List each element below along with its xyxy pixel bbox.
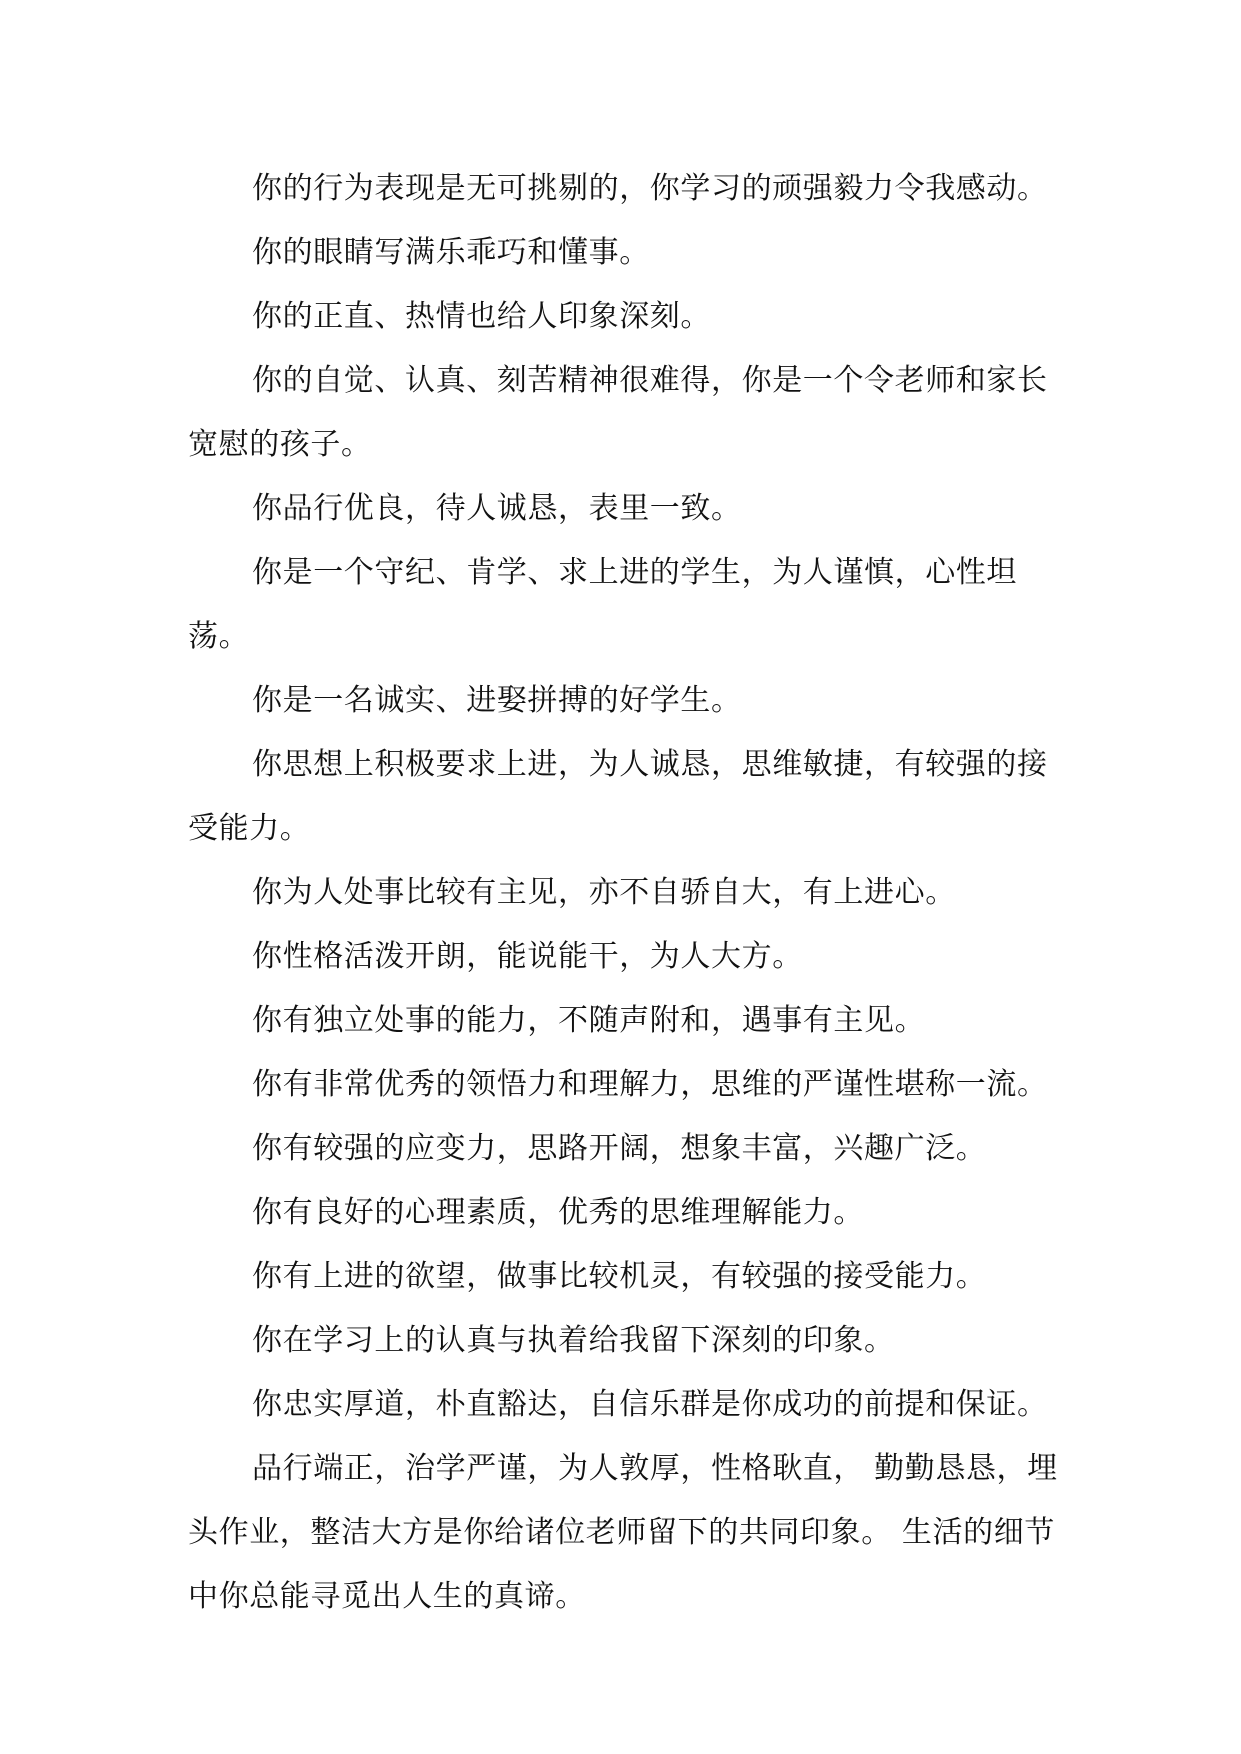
paragraph-11: 你有独立处事的能力，不随声附和，遇事有主见。: [252, 1003, 926, 1038]
paragraph-9: 你为人处事比较有主见，亦不自骄自大，有上进心。: [252, 875, 956, 910]
paragraph-14: 你有良好的心理素质，优秀的思维理解能力。: [252, 1195, 864, 1230]
paragraph-15: 你有上进的欲望，做事比较机灵，有较强的接受能力。: [252, 1259, 987, 1294]
paragraph-18: 品行端正，治学严谨，为人敦厚，性格耿直， 勤勤恳恳，埋头作业，整洁大方是你给诸位老师留下的共同印象。 生活的细节中你总能寻觅出人生的真谛。: [188, 1451, 1058, 1614]
paragraph-10: 你性格活泼开朗，能说能干，为人大方。: [252, 939, 803, 974]
paragraph-2: 你的眼睛写满乐乖巧和懂事。: [252, 235, 650, 270]
document-body: [188, 157, 1068, 1629]
paragraph-13: 你有较强的应变力，思路开阔，想象丰富，兴趣广泛。: [252, 1131, 987, 1166]
paragraph-7: 你是一名诚实、进娶拼搏的好学生。: [252, 683, 742, 718]
paragraph-4: 你的自觉、认真、刻苦精神很难得，你是一个令老师和家长宽慰的孩子。: [188, 363, 1048, 462]
paragraph-5: 你品行优良，待人诚恳，表里一致。: [252, 491, 742, 526]
paragraph-3: 你的正直、热情也给人印象深刻。: [252, 299, 711, 334]
paragraph-12: 你有非常优秀的领悟力和理解力，思维的严谨性堪称一流。: [252, 1067, 1048, 1102]
paragraph-1: 你的行为表现是无可挑剔的，你学习的顽强毅力令我感动。: [252, 171, 1048, 206]
paragraph-16: 你在学习上的认真与执着给我留下深刻的印象。: [252, 1323, 895, 1358]
paragraph-6: 你是一个守纪、肯学、求上进的学生，为人谨慎，心性坦荡。: [188, 555, 1017, 654]
paragraph-17: 你忠实厚道，朴直豁达，自信乐群是你成功的前提和保证。: [252, 1387, 1048, 1422]
paragraph-8: 你思想上积极要求上进，为人诚恳，思维敏捷，有较强的接受能力。: [188, 747, 1048, 846]
